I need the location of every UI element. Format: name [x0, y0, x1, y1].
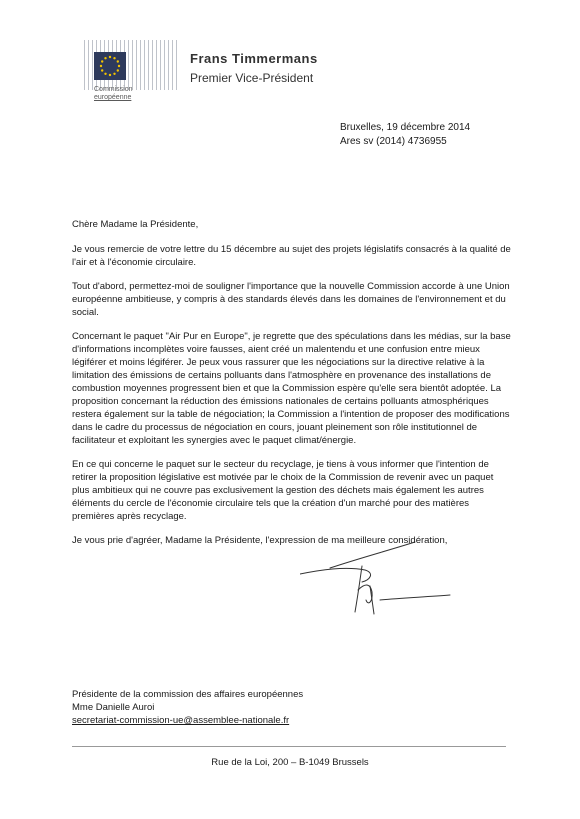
paragraph-4: En ce qui concerne le paquet sur le secteur du recyclage, je tiens à vous informer que l'intention de retirer la proposition législative est motivée par le choix de la Commission de revenir avec un paquet plus ambitieux qui ne couvre pas exclusivement la gestion des déchets mais également les autres éléments du cercle de l'économie circulaire tels que la création d'un marché pour des matières premières après recyclage.	[72, 459, 494, 522]
recipient-name: Mme Danielle Auroi	[72, 702, 155, 713]
logo-text	[94, 86, 174, 102]
footer-address: Rue de la Loi, 200 – B-1049 Brussels	[211, 757, 369, 768]
closing: Je vous prie d'agréer, Madame la Présidente, l'expression de ma meilleure considération,	[72, 535, 448, 546]
logo-text-line1: Commission	[94, 86, 133, 93]
letter-body	[72, 218, 512, 558]
recipient-email-link[interactable]: secretariat-commission-ue@assemblee-nationale.fr	[72, 715, 290, 726]
place-date: Bruxelles, 19 décembre 2014	[340, 122, 471, 133]
reference-number: Ares sv (2014) 4736955	[340, 136, 447, 147]
dateline	[340, 121, 470, 149]
footer-divider	[72, 746, 506, 747]
recipient-title: Présidente de la commission des affaires européennes	[72, 689, 304, 700]
recipient-block	[72, 688, 303, 727]
sender-name: Frans Timmermans	[190, 51, 318, 66]
paragraph-3: Concernant le paquet "Air Pur en Europe", je regrette que des spéculations dans les médias, sur la base d'informations incomplètes voire fausses, aient créé un malentendu et une confusion entre mieux légiférer et moins légiférer. Je peux vous rassurer que les négociations sur la directive relative à la limitation des émissions de certains polluants dans l'atmosphère en provenance des installations de combustion moyennes progressent bien et que la Commission espère qu'elle sera bientôt adoptée. La proposition concernant la réduction des émissions nationales de certains polluants atmosphériques restera également sur la table de négociation; la Commission a l'intention de proposer des modifications dans le cadre du processus de négociation en cours, jouant pleinement son rôle institutionnel de facilitateur et exploitant les synergies avec le paquet climat/énergie.	[72, 331, 511, 446]
salutation: Chère Madame la Présidente,	[72, 219, 199, 230]
logo-text-line2: européenne	[94, 94, 132, 101]
handwritten-signature	[300, 540, 460, 625]
paragraph-2: Tout d'abord, permettez-moi de souligner l'importance que la nouvelle Commission accorde à une Union européenne ambitieuse, y compris à des standards élevés dans les domaines de l'environnement et du social.	[72, 281, 510, 318]
paragraph-1: Je vous remercie de votre lettre du 15 décembre au sujet des projets législatifs consacrés à la qualité de l'air et à l'économie circulaire.	[72, 244, 511, 268]
eu-flag-icon	[94, 52, 126, 80]
sender-role: Premier Vice-Président	[190, 71, 314, 85]
